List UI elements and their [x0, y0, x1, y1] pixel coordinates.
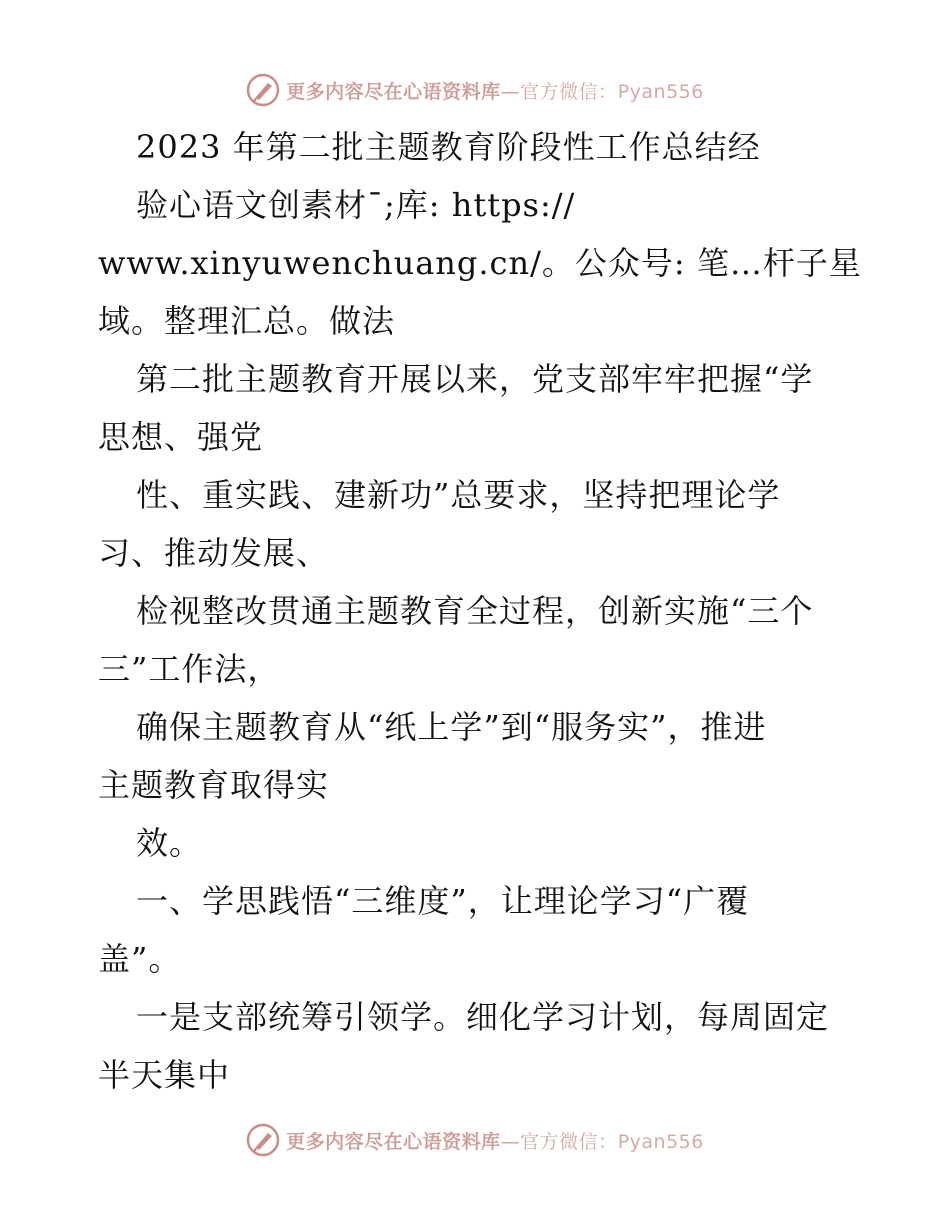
watermark-text — [286, 77, 704, 104]
text-line: 验心语文创素材¯;库: https:// — [136, 186, 576, 224]
text-line: 域。整理汇总。做法 — [98, 302, 396, 340]
text-line: 2023 年第二批主题教育阶段性工作总结经 — [136, 128, 761, 166]
watermark-dash: — — [500, 80, 521, 103]
text-line: 盖”。 — [98, 940, 182, 978]
pen-logo-icon — [246, 1123, 280, 1157]
text-line: 主题教育取得实 — [98, 766, 330, 804]
watermark-suffix: 官方微信： — [520, 80, 618, 103]
text-line: 一、学思践悟“三维度”，让理论学习“广覆 — [136, 882, 750, 920]
watermark-banner-top — [0, 68, 950, 112]
watermark-suffix: 官方微信： — [520, 1130, 618, 1153]
text-line: 一是支部统筹引领学。细化学习计划，每周固定 — [136, 998, 830, 1036]
text-line: www.xinyuwenchuang.cn/。公众号: 笔…杆子星 — [98, 244, 862, 282]
text-line: 半天集中 — [98, 1056, 231, 1094]
text-line: 三”工作法， — [98, 650, 281, 688]
text-line: 习、推动发展、 — [98, 534, 330, 572]
watermark-text — [286, 1127, 704, 1154]
watermark-dash: — — [500, 1130, 521, 1153]
watermark-id: Pyan556 — [617, 1130, 704, 1153]
watermark-banner-bottom — [0, 1118, 950, 1162]
pen-logo-icon — [246, 73, 280, 107]
text-line: 确保主题教育从“纸上学”到“服务实”，推进 — [136, 708, 767, 746]
document-body — [98, 118, 862, 1104]
text-line: 检视整改贯通主题教育全过程，创新实施“三个 — [136, 592, 814, 630]
text-line: 第二批主题教育开展以来，党支部牢牢把握“学 — [136, 360, 814, 398]
watermark-main: 更多内容尽在心语资料库 — [286, 80, 501, 103]
text-line: 思想、强党 — [98, 418, 264, 456]
text-line: 性、重实践、建新功”总要求，坚持把理论学 — [136, 476, 781, 514]
watermark-id: Pyan556 — [617, 80, 704, 103]
watermark-main: 更多内容尽在心语资料库 — [286, 1130, 501, 1153]
text-line: 效。 — [136, 824, 203, 862]
